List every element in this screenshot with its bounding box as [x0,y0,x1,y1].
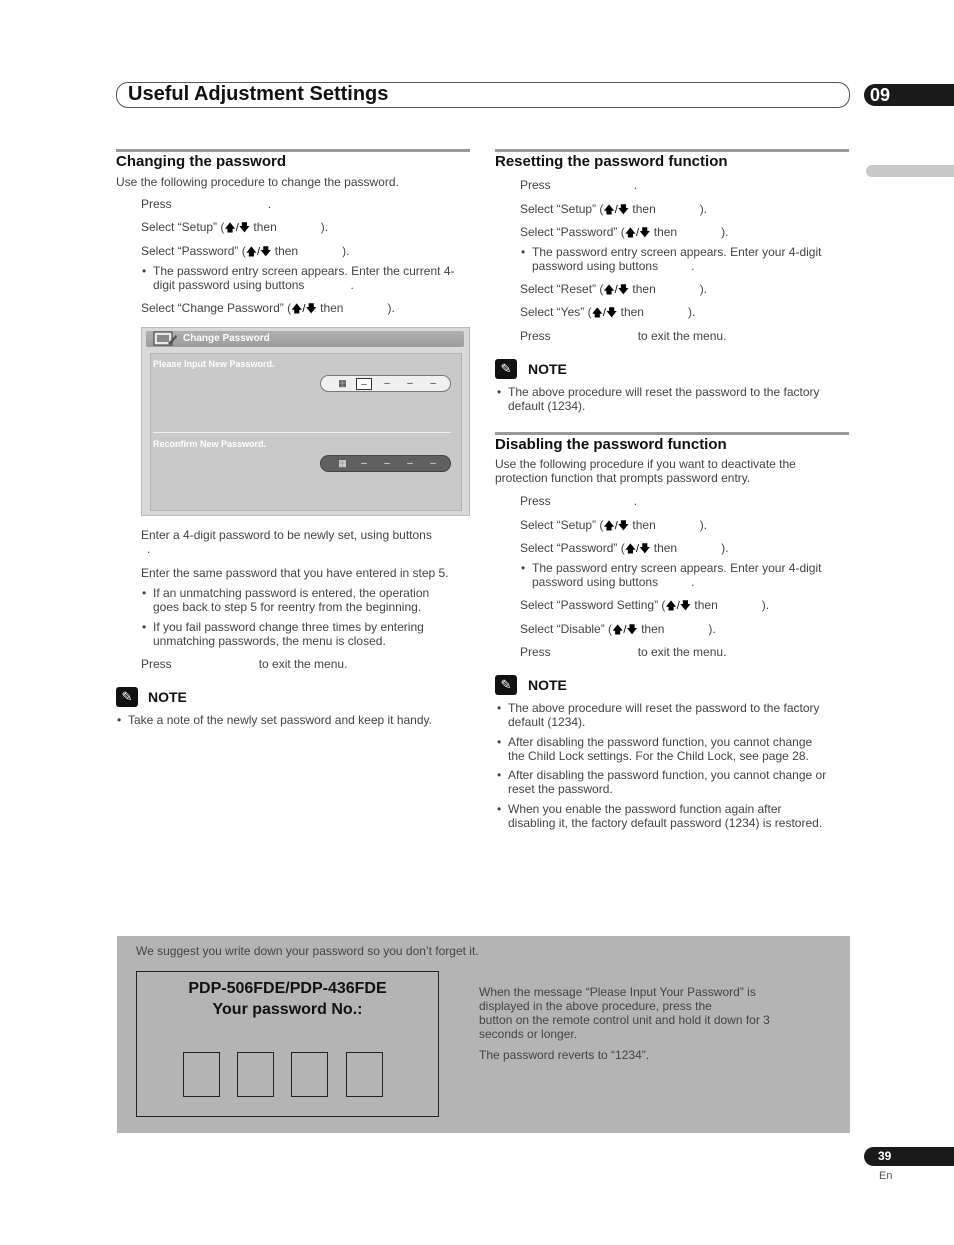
page-title: Useful Adjustment Settings [128,83,389,105]
changing-note-1: • Take a note of the newly set password and keep it handy. [128,713,468,727]
pw-digit-2: – [384,378,390,389]
section-rule [495,149,849,152]
resetting-step-2: Select “Setup” (🡅/🡇 then ). [520,202,708,216]
section-title-changing: Changing the password [116,153,287,170]
memo-digit-box [237,1052,274,1097]
disabling-step-1: Press . [520,494,638,508]
reset-instructions: When the message “Please Input Your Password” is displayed in the above procedure, press the button on the remote control unit and hold it down for 3 seconds or longer. [479,985,770,1041]
pw-digit-1: – [356,378,372,390]
memo-label: Your password No.: [212,1001,363,1018]
pw-digit-1: – [361,458,367,469]
resetting-step-4: Select “Reset” (🡅/🡇 then ). [520,282,708,296]
osd-title: Change Password [183,333,270,344]
changing-bullet-2: • If an unmatching password is entered, the operation goes back to step 5 for reentry from the beginning. [153,586,473,614]
page-number: 39 [864,1147,954,1166]
up-down-arrows-icon: 🡅/🡇 [603,204,630,216]
changing-step-6: Enter the same password that you have entered in step 5. [141,566,449,580]
up-down-arrows-icon: 🡅/🡇 [591,307,618,319]
changing-intro: Use the following procedure to change the password. [116,175,399,189]
up-down-arrows-icon: 🡅/🡇 [612,624,638,636]
up-down-arrows-icon: 🡅/🡇 [665,600,692,612]
keypad-icon: ▦ [338,378,347,388]
language-tab [866,165,954,177]
memo-model: PDP-506FDE/PDP-436FDE [188,980,387,997]
disabling-note-2: • After disabling the password function, you cannot change the Child Lock settings. For the Child Lock, see page 28. [508,735,850,763]
section-rule [116,149,470,152]
resetting-step-5: Select “Yes” (🡅/🡇 then ). [520,305,696,319]
memo-digit-box [183,1052,220,1097]
disabling-intro: Use the following procedure if you want to deactivate the protection function that prompts password entry. [495,457,796,485]
memo-digit-box [291,1052,328,1097]
up-down-arrows-icon: 🡅/🡇 [624,543,651,555]
resetting-step-6: Press to exit the menu. [520,329,727,343]
disabling-step-6: Press to exit the menu. [520,645,727,659]
changing-bullet-1: • The password entry screen appears. Enter the current 4- digit password using buttons . [153,264,473,292]
resetting-step-3: Select “Password” (🡅/🡇 then ). [520,225,729,239]
pw-digit-3: – [407,458,413,469]
changing-step-5: Enter a 4-digit password to be newly set, using buttons . [141,528,432,556]
changing-step-1: Press . [141,197,272,211]
up-down-arrows-icon: 🡅/🡇 [603,284,630,296]
note-pencil-icon: ✎ [116,687,138,707]
osd-label-reconfirm: Reconfirm New Password. [153,439,267,449]
setup-menu-icon [152,329,178,349]
disabling-bullet-1: • The password entry screen appears. Enter your 4-digit password using buttons . [532,561,850,589]
section-title-disabling: Disabling the password function [495,436,727,453]
changing-step-7: Press to exit the menu. [141,657,348,671]
resetting-step-1: Press . [520,178,638,192]
note-label: NOTE [148,689,187,705]
changing-step-4: Select “Change Password” (🡅/🡇 then ). [141,301,395,315]
disabling-step-4: Select “Password Setting” (🡅/🡇 then ). [520,598,770,612]
up-down-arrows-icon: 🡅/🡇 [624,227,651,239]
section-title-resetting: Resetting the password function [495,153,728,170]
section-rule [495,432,849,435]
disabling-note-3: • After disabling the password function, you cannot change or reset the password. [508,768,850,796]
pw-digit-4: – [430,458,436,469]
note-label: NOTE [528,361,567,377]
up-down-arrows-icon: 🡅/🡇 [603,520,630,532]
disabling-note-4: • When you enable the password function again after disabling it, the factory default password (1234) is restored. [508,802,850,830]
memo-digit-box [346,1052,383,1097]
up-down-arrows-icon: 🡅/🡇 [245,246,272,258]
reset-result: The password reverts to “1234”. [479,1048,650,1062]
disabling-step-5: Select “Disable” (🡅/🡇 then ). [520,622,716,636]
changing-step-3: Select “Password” (🡅/🡇 then ). [141,244,350,258]
pw-digit-4: – [430,378,436,389]
disabling-note-1: • The above procedure will reset the password to the factory default (1234). [508,701,850,729]
pw-digit-3: – [407,378,413,389]
note-pencil-icon: ✎ [495,359,517,379]
note-pencil-icon: ✎ [495,675,517,695]
pw-digit-2: – [384,458,390,469]
up-down-arrows-icon: 🡅/🡇 [291,303,317,315]
page-language: En [879,1170,893,1182]
osd-divider [153,432,451,433]
disabling-step-3: Select “Password” (🡅/🡇 then ). [520,541,729,555]
new-password-field[interactable] [320,375,451,392]
note-label: NOTE [528,677,567,693]
reconfirm-password-field[interactable] [320,455,451,472]
resetting-note-1: • The above procedure will reset the password to the factory default (1234). [508,385,850,413]
chapter-tab: 09 [864,84,954,106]
up-down-arrows-icon: 🡅/🡇 [224,222,251,234]
memo-suggestion: We suggest you write down your password so you don’t forget it. [136,944,479,958]
osd-label-new: Please Input New Password. [153,359,275,369]
keypad-icon: ▦ [338,458,347,468]
changing-step-2: Select “Setup” (🡅/🡇 then ). [141,220,329,234]
changing-bullet-3: • If you fail password change three times by entering unmatching passwords, the menu is closed. [153,620,473,648]
resetting-bullet-1: • The password entry screen appears. Enter your 4-digit password using buttons . [532,245,850,273]
disabling-step-2: Select “Setup” (🡅/🡇 then ). [520,518,708,532]
